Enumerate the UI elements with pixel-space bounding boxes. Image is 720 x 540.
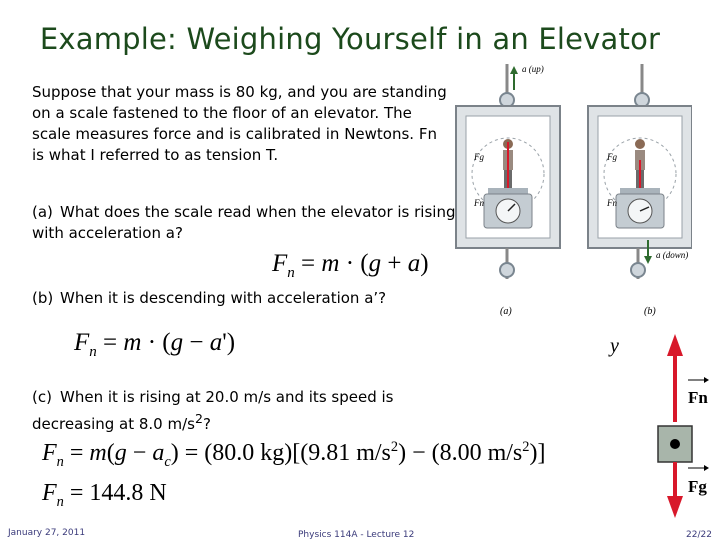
intro-paragraph: Suppose that your mass is 80 kg, and you are standing on a scale fastened to the floor of an elevator. The scale measures force and is calibrated in Newtons. Fn is what I referred to as tension T.	[32, 83, 447, 164]
scale-b-icon	[616, 188, 664, 228]
label-up: a (up)	[522, 64, 544, 74]
footer-course: Physics 114A - Lecture 12	[298, 530, 415, 540]
footer-page: 22/22	[686, 530, 712, 540]
equation-a: $F_n = m \cdot (g + a)$	[272, 250, 429, 281]
footer-date: January 27, 2011	[8, 528, 86, 538]
question-a-text: What does the scale read when the elevator is rising with acceleration a?	[32, 203, 456, 242]
equation-b: $F_n = m \cdot (g - a')$	[74, 329, 236, 360]
question-c	[32, 387, 462, 435]
question-b-label: (b)	[32, 289, 54, 307]
fn-label-b: Fn	[607, 198, 617, 208]
question-c-label: (c)	[32, 388, 52, 406]
fg-label-b: Fg	[607, 152, 617, 162]
question-a	[32, 202, 462, 244]
question-c-text: When it is rising at 20.0 m/s and its speed is decreasing at 8.0 $m/s^2$?	[32, 388, 394, 433]
person-a-icon	[503, 139, 513, 189]
fg-label-a: Fg	[474, 152, 484, 162]
fbd-center-dot	[670, 439, 680, 449]
fbd-axis-label: y	[610, 335, 619, 357]
label-down: a (down)	[656, 250, 689, 260]
elevator-figure	[452, 64, 692, 320]
caption-b: (b)	[644, 306, 656, 317]
equation-c1: $F_n = m(g - a_c) = (80.0$ kg)[(9.81 $m/s^2) - (8.00$ $m/s^2$)]	[42, 439, 546, 470]
question-b-text: When it is descending with acceleration a’?	[60, 289, 387, 307]
fbd-fg-label: Fg	[688, 477, 707, 496]
fn-arrowhead	[667, 334, 683, 356]
question-b	[32, 288, 462, 309]
question-a-label: (a)	[32, 203, 53, 221]
fn-label-a: Fn	[474, 198, 484, 208]
fg-arrowhead	[667, 496, 683, 518]
scale-a-icon	[484, 188, 532, 228]
caption-a: (a)	[500, 306, 512, 317]
free-body-diagram	[600, 320, 715, 525]
person-b-icon	[635, 139, 645, 189]
slide-title: Example: Weighing Yourself in an Elevator	[39, 22, 661, 56]
equation-c2: $F_n = 144.8$ N	[42, 480, 167, 510]
fbd-fn-label: Fn	[688, 388, 708, 407]
